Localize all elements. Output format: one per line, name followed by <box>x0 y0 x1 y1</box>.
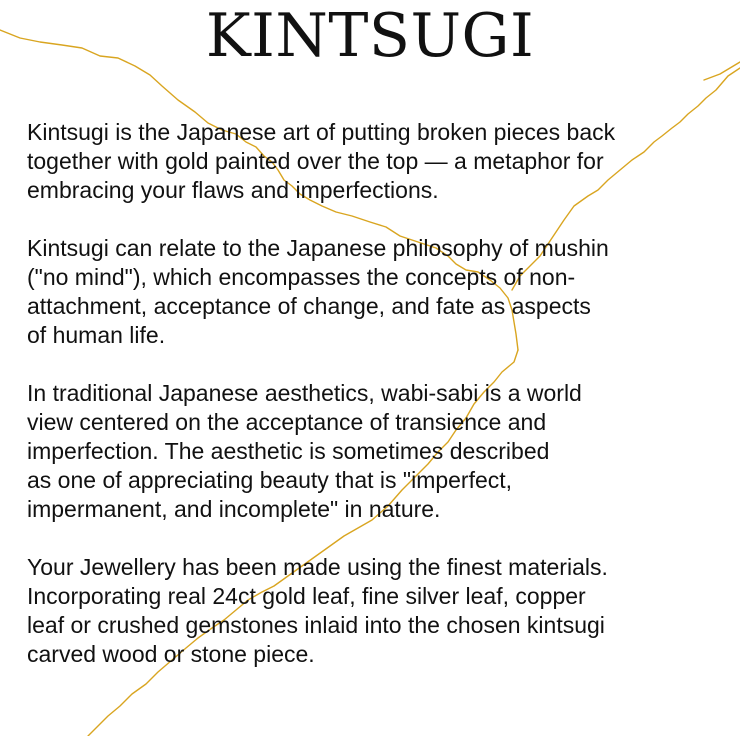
text-line: leaf or crushed gemstones inlaid into the chosen kintsugi <box>27 612 605 638</box>
text-line: as one of appreciating beauty that is "imperfect, <box>27 467 513 493</box>
text-line: Kintsugi is the Japanese art of putting broken pieces back <box>27 119 616 145</box>
text-line: Your Jewellery has been made using the finest materials. <box>27 554 608 580</box>
text-line: imperfection. The aesthetic is sometimes described <box>27 438 550 464</box>
paragraph-materials <box>27 553 727 669</box>
text-line: attachment, acceptance of change, and fate as aspects <box>27 293 591 319</box>
body-text <box>27 118 727 698</box>
text-line: impermanent, and incomplete" in nature. <box>27 496 441 522</box>
text-line: embracing your flaws and imperfections. <box>27 177 439 203</box>
text-line: together with gold painted over the top — a metaphor for <box>27 148 604 174</box>
text-line: of human life. <box>27 322 166 348</box>
text-line: Kintsugi can relate to the Japanese philosophy of mushin <box>27 235 609 261</box>
paragraph-wabi-sabi <box>27 379 727 524</box>
paragraph-intro <box>27 118 727 205</box>
page-title: KINTSUGI <box>205 1 535 71</box>
text-line: carved wood or stone piece. <box>27 641 315 667</box>
text-line: view centered on the acceptance of transience and <box>27 409 547 435</box>
text-line: Incorporating real 24ct gold leaf, fine silver leaf, copper <box>27 583 586 609</box>
paragraph-mushin <box>27 234 727 350</box>
text-line: ("no mind"), which encompasses the concepts of non- <box>27 264 576 290</box>
text-line: In traditional Japanese aesthetics, wabi-sabi is a world <box>27 380 582 406</box>
